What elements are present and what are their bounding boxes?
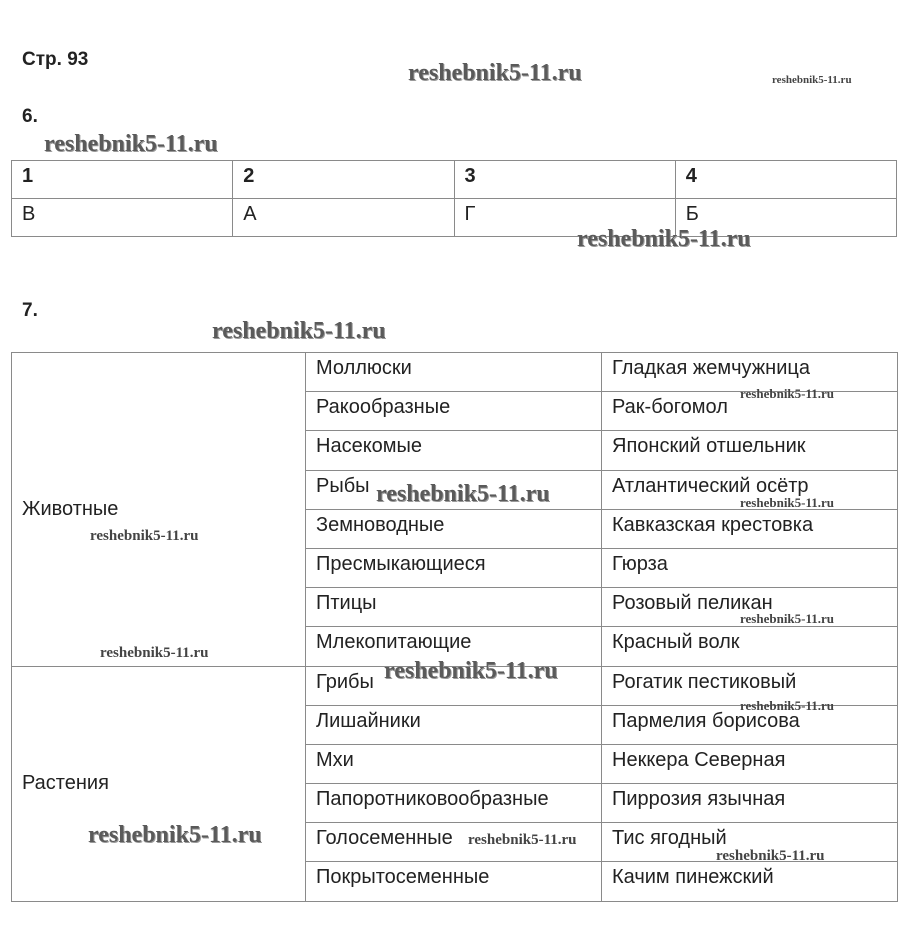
group-cell: Животные [12,353,306,667]
header-cell-1: 1 [12,161,233,199]
task6-answer-table [11,160,897,237]
watermark-text: reshebnik5-11.ru [88,822,262,848]
watermark-text: reshebnik5-11.ru [408,60,582,86]
species-cell: Рогатик пестиковый [602,666,898,705]
species-cell: Неккера Северная [602,744,898,783]
watermark-text: reshebnik5-11.ru [740,495,835,510]
watermark-text: reshebnik5-11.ru [740,611,835,626]
species-cell: Розовый пеликан [602,588,898,627]
species-cell: Красный волк [602,627,898,666]
species-cell: Кавказская крестовка [602,509,898,548]
watermark-text: reshebnik5-11.ru [577,226,751,252]
watermark-text: reshebnik5-11.ru [740,386,835,401]
answer-cell-4: Б [675,199,896,237]
species-cell: Рак-богомол [602,392,898,431]
watermark-text: reshebnik5-11.ru [772,74,852,86]
category-cell: Голосеменные [306,823,602,862]
watermark-text: reshebnik5-11.ru [44,131,218,157]
category-cell: Лишайники [306,705,602,744]
category-cell: Покрытосеменные [306,862,602,901]
watermark-text: reshebnik5-11.ru [100,645,209,661]
page-title: Стр. 93 [22,49,89,70]
watermark-text: reshebnik5-11.ru [740,698,835,713]
watermark-text: reshebnik5-11.ru [716,848,825,864]
task7-number: 7. [22,300,38,321]
category-cell: Млекопитающие [306,627,602,666]
category-cell: Рыбы [306,470,602,509]
table-header-row [12,161,897,199]
category-cell: Птицы [306,588,602,627]
answer-cell-1: В [12,199,233,237]
species-cell: Качим пинежский [602,862,898,901]
category-cell: Грибы [306,666,602,705]
species-cell: Атлантический осётр [602,470,898,509]
watermark-text: reshebnik5-11.ru [468,832,577,848]
category-cell: Папоротниковообразные [306,784,602,823]
category-cell: Моллюски [306,353,602,392]
category-cell: Мхи [306,744,602,783]
species-cell: Пармелия борисова [602,705,898,744]
header-cell-4: 4 [675,161,896,199]
species-cell: Тис ягодный [602,823,898,862]
category-cell: Ракообразные [306,392,602,431]
species-cell: Пиррозия язычная [602,784,898,823]
category-cell: Пресмыкающиеся [306,548,602,587]
category-cell: Земноводные [306,509,602,548]
answer-cell-2: А [233,199,454,237]
category-cell: Насекомые [306,431,602,470]
species-cell: Японский отшельник [602,431,898,470]
watermark-text: reshebnik5-11.ru [376,481,550,507]
header-cell-3: 3 [454,161,675,199]
watermark-text: reshebnik5-11.ru [90,528,199,544]
species-cell: Гюрза [602,548,898,587]
task6-number: 6. [22,106,38,127]
watermark-text: reshebnik5-11.ru [384,658,558,684]
group-cell: Растения [12,666,306,901]
table-row [12,199,897,237]
answer-cell-3: Г [454,199,675,237]
header-cell-2: 2 [233,161,454,199]
watermark-text: reshebnik5-11.ru [212,318,386,344]
species-cell: Гладкая жемчужница [602,353,898,392]
